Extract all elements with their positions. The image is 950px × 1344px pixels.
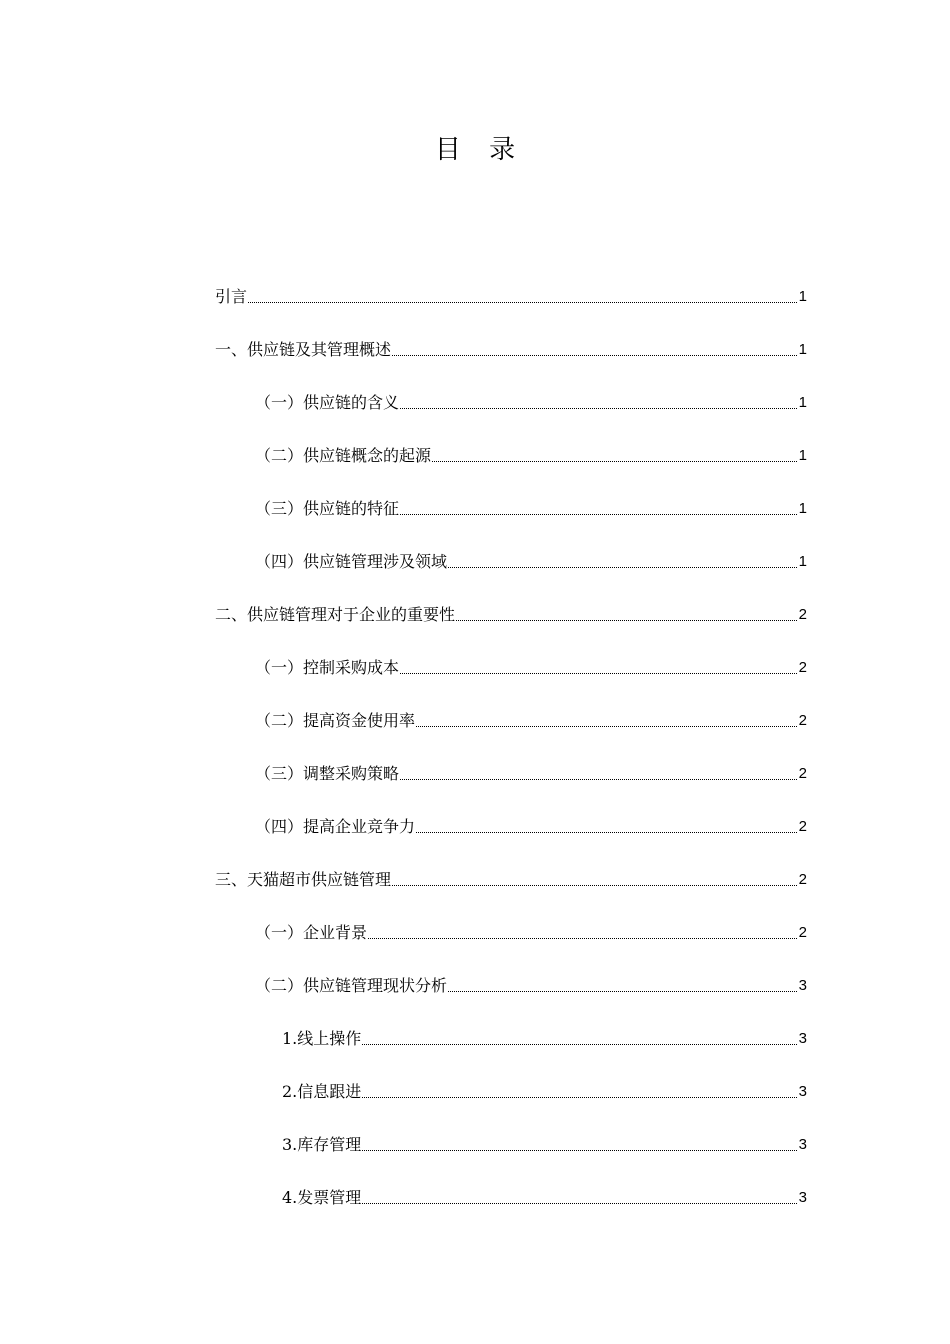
toc-entry[interactable] — [215, 496, 807, 549]
toc-entry[interactable] — [215, 761, 807, 814]
toc-dot-leader — [456, 602, 797, 621]
toc-entry-text: （一）控制采购成本 — [255, 658, 400, 677]
toc-page-number: 1 — [798, 553, 807, 570]
toc-dot-leader — [362, 1132, 796, 1151]
toc-dot-leader — [362, 1185, 796, 1204]
toc-entry[interactable] — [215, 973, 807, 1026]
toc-entry[interactable] — [215, 867, 807, 920]
toc-page-number: 1 — [798, 288, 807, 305]
toc-entry[interactable] — [215, 814, 807, 867]
toc-entry-text: （二）供应链管理现状分析 — [255, 976, 448, 995]
toc-entry-text: 1.线上操作 — [282, 1029, 362, 1048]
toc-dot-leader — [416, 814, 797, 833]
toc-page-number: 3 — [798, 1030, 807, 1047]
toc-entry-text: （四）提高企业竞争力 — [255, 817, 416, 836]
toc-dot-leader — [362, 1026, 796, 1045]
toc-title: 目 录 — [434, 135, 526, 165]
toc-entry-text: 3.库存管理 — [282, 1135, 362, 1154]
toc-entry-text: （二）提高资金使用率 — [255, 711, 416, 730]
toc-page-number: 1 — [798, 500, 807, 517]
toc-entry[interactable] — [215, 655, 807, 708]
toc-page-number: 1 — [798, 394, 807, 411]
toc-entry[interactable] — [215, 337, 807, 390]
toc-page-number: 2 — [798, 871, 807, 888]
toc-dot-leader — [432, 443, 797, 462]
toc-entry-text: 引言 — [215, 287, 248, 306]
toc-dot-leader — [362, 1079, 796, 1098]
toc-entry-text: （一）供应链的含义 — [255, 393, 400, 412]
toc-page-number: 2 — [798, 606, 807, 623]
toc-entry[interactable] — [215, 920, 807, 973]
toc-page-number: 3 — [798, 1136, 807, 1153]
toc-page-number: 3 — [798, 1189, 807, 1206]
toc-dot-leader — [400, 655, 797, 674]
toc-entry-text: （三）供应链的特征 — [255, 499, 400, 518]
toc-page-number: 3 — [798, 1083, 807, 1100]
toc-entry[interactable] — [215, 1132, 807, 1185]
toc-entry-text: （一）企业背景 — [255, 923, 368, 942]
toc-dot-leader — [400, 761, 797, 780]
toc-dot-leader — [400, 390, 797, 409]
toc-entry-text: 4.发票管理 — [282, 1188, 362, 1207]
toc-entry[interactable] — [215, 1026, 807, 1079]
toc-page-number: 2 — [798, 818, 807, 835]
toc-dot-leader — [448, 549, 797, 568]
toc-dot-leader — [392, 337, 797, 356]
toc-entry-text: （四）供应链管理涉及领域 — [255, 552, 448, 571]
toc-entry[interactable] — [215, 443, 807, 496]
toc-dot-leader — [448, 973, 797, 992]
toc-page-number: 2 — [798, 659, 807, 676]
toc-page-number: 1 — [798, 341, 807, 358]
toc-dot-leader — [416, 708, 797, 727]
toc-page-number: 2 — [798, 765, 807, 782]
toc-page-number: 1 — [798, 447, 807, 464]
toc-entry-text: （三）调整采购策略 — [255, 764, 400, 783]
toc-entry-text: （二）供应链概念的起源 — [255, 446, 432, 465]
toc-page-number: 2 — [798, 924, 807, 941]
toc-list — [215, 284, 807, 1238]
toc-entry[interactable] — [215, 284, 807, 337]
toc-entry[interactable] — [215, 549, 807, 602]
toc-entry[interactable] — [215, 1185, 807, 1238]
toc-entry-text: 2.信息跟进 — [282, 1082, 362, 1101]
toc-dot-leader — [248, 284, 797, 303]
toc-dot-leader — [392, 867, 797, 886]
toc-entry-text: 三、天猫超市供应链管理 — [215, 870, 392, 889]
toc-page-number: 3 — [798, 977, 807, 994]
toc-entry[interactable] — [215, 708, 807, 761]
toc-entry[interactable] — [215, 1079, 807, 1132]
toc-entry-text: 一、供应链及其管理概述 — [215, 340, 392, 359]
toc-entry-text: 二、供应链管理对于企业的重要性 — [215, 605, 456, 624]
toc-entry[interactable] — [215, 602, 807, 655]
toc-entry[interactable] — [215, 390, 807, 443]
toc-page-number: 2 — [798, 712, 807, 729]
toc-dot-leader — [400, 496, 797, 515]
toc-dot-leader — [368, 920, 797, 939]
